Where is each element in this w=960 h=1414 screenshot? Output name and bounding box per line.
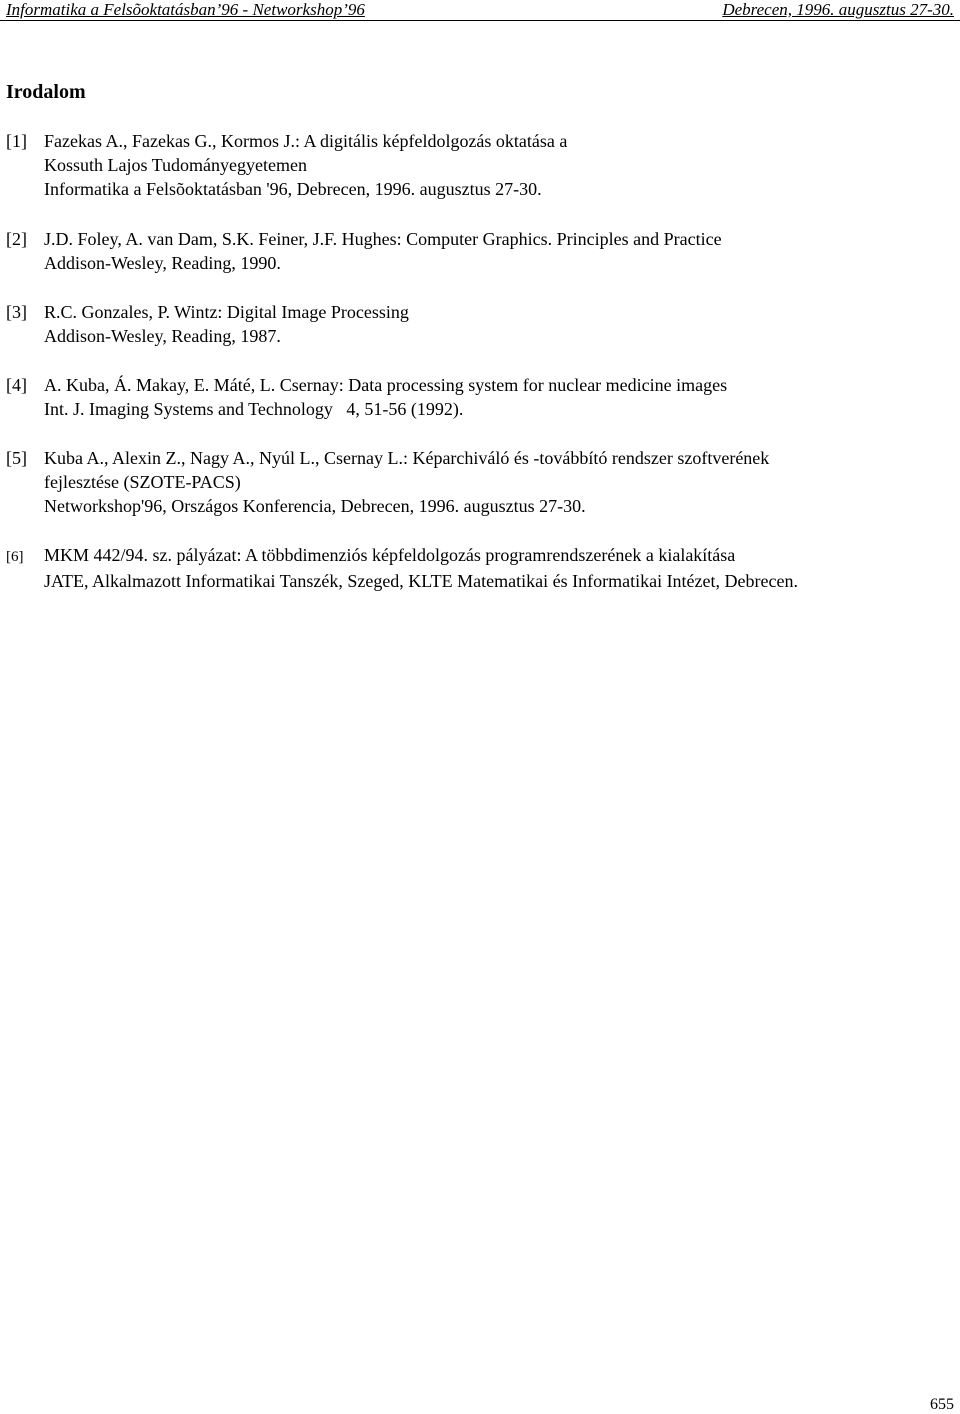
reference-line: R.C. Gonzales, P. Wintz: Digital Image Processing	[44, 302, 409, 322]
header-right-text: Debrecen, 1996. augusztus 27-30.	[722, 0, 954, 19]
reference-line: Fazekas A., Fazekas G., Kormos J.: A digitális képfeldolgozás oktatása a	[44, 131, 568, 151]
reference-item	[6, 543, 798, 593]
reference-line: fejlesztése (SZOTE-PACS)	[44, 472, 241, 492]
reference-line: Kuba A., Alexin Z., Nagy A., Nyúl L., Csernay L.: Képarchiváló és -továbbító rendszer szoftverének	[44, 448, 770, 468]
reference-line: Informatika a Felsõoktatásban '96, Debrecen, 1996. augusztus 27-30.	[44, 179, 542, 199]
reference-number: [6]	[6, 549, 24, 565]
reference-line: MKM 442/94. sz. pályázat: A többdimenziós képfeldolgozás programrendszerének a kialakítása	[44, 545, 736, 565]
reference-line: J.D. Foley, A. van Dam, S.K. Feiner, J.F. Hughes: Computer Graphics. Principles and Practice	[44, 229, 722, 249]
reference-line: Int. J. Imaging Systems and Technology 4, 51-56 (1992).	[44, 399, 464, 419]
reference-item	[6, 129, 567, 201]
reference-line: JATE, Alkalmazott Informatikai Tanszék, Szeged, KLTE Matematikai és Informatikai Intézet, Debrecen.	[44, 571, 798, 591]
reference-item	[6, 373, 727, 421]
reference-line: Kossuth Lajos Tudományegyetemen	[44, 155, 307, 175]
reference-line: Addison-Wesley, Reading, 1990.	[44, 253, 281, 273]
reference-number: [5]	[6, 448, 27, 468]
section-title: Irodalom	[6, 81, 86, 103]
reference-item	[6, 300, 409, 348]
reference-item	[6, 227, 722, 275]
reference-item	[6, 446, 769, 518]
reference-number: [1]	[6, 131, 27, 151]
reference-number: [3]	[6, 302, 27, 322]
running-header	[0, 0, 960, 24]
page-number: 655	[930, 1396, 954, 1413]
reference-line: Networkshop'96, Országos Konferencia, Debrecen, 1996. augusztus 27-30.	[44, 496, 586, 516]
reference-number: [4]	[6, 375, 27, 395]
reference-number: [2]	[6, 229, 27, 249]
reference-line: A. Kuba, Á. Makay, E. Máté, L. Csernay: Data processing system for nuclear medicine images	[44, 375, 728, 395]
header-rule	[0, 20, 960, 21]
reference-line: Addison-Wesley, Reading, 1987.	[44, 326, 281, 346]
header-left-text: Informatika a Felsõoktatásban’96 - Networkshop’96	[6, 0, 365, 19]
